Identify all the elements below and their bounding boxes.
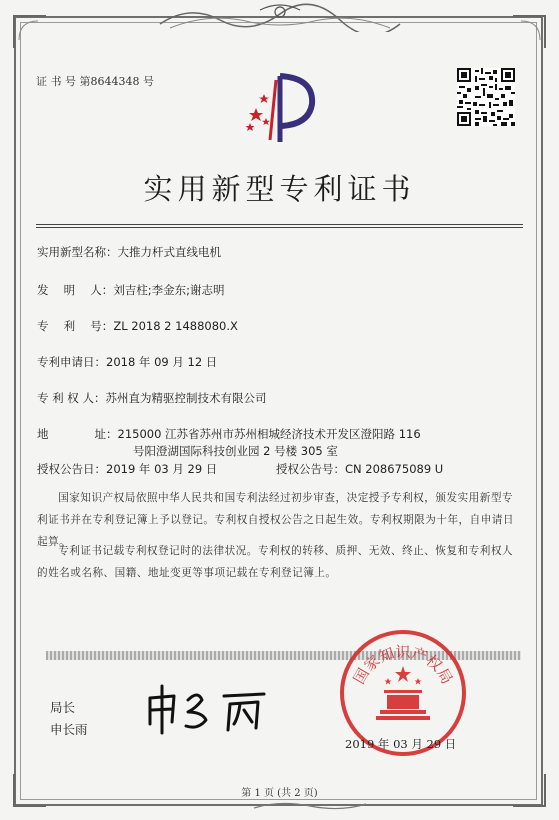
- director-name: 申长雨: [50, 722, 88, 737]
- seal-text: 国家知识产权局: [349, 643, 457, 688]
- field-label: 授权公告号：: [276, 462, 345, 476]
- field-value: 2019 年 03 月 29 日: [106, 462, 218, 476]
- field-patentee: [37, 390, 266, 406]
- field-label: 实用新型名称：: [37, 245, 118, 259]
- field-name: [37, 244, 221, 260]
- certificate-number: 证 书 号 第8644348 号: [36, 75, 154, 88]
- field-label: 地 址：: [37, 427, 118, 441]
- field-label: 专 利 权 人：: [37, 391, 106, 405]
- legal-status-statement: 专利证书记载专利权登记时的法律状况。专利权的转移、质押、无效、终止、恢复和专利权人的姓名或名称、国籍、地址变更等事项记载在专利登记簿上。: [37, 545, 514, 579]
- field-label: 授权公告日：: [37, 462, 106, 476]
- page-number: 第 1 页 (共 2 页): [241, 788, 318, 799]
- bottom-ornament-icon: [250, 800, 370, 812]
- field-value: 2018 年 09 月 12 日: [106, 355, 218, 369]
- corner-ornament-icon: [10, 12, 50, 52]
- field-address: [37, 426, 421, 442]
- director-title: 局长: [50, 700, 76, 715]
- title-divider: [36, 224, 523, 225]
- address-line-2: 号阳澄湖国际科技创业园 2 号楼 305 室: [133, 444, 338, 458]
- field-value: 刘吉柱;李金东;谢志明: [113, 283, 225, 297]
- field-grant-no: [276, 461, 443, 477]
- grant-statement: 国家知识产权局依照中华人民共和国专利法经过初步审查，决定授予专利权，颁发实用新型专利证书并在专利登记簿上予以登记。专利权自授权公告之日起生效。专利权期限为十年，自申请日起算。: [37, 492, 515, 548]
- title-divider: [36, 227, 523, 228]
- corner-ornament-icon: [509, 12, 549, 52]
- field-value: CN 208675089 U: [345, 462, 444, 476]
- field-label: 专 利 号：: [37, 319, 114, 333]
- field-label: 发 明 人：: [37, 283, 114, 297]
- seal-date: 2019 年 03 月 29 日: [345, 737, 457, 751]
- field-value: ZL 2018 2 1488080.X: [113, 319, 238, 333]
- field-value: 215000 江苏省苏州市苏州相城经济技术开发区澄阳路 116: [117, 427, 421, 441]
- field-value: 苏州直为精驱控制技术有限公司: [105, 391, 267, 405]
- top-ornament-icon: [150, 2, 410, 32]
- field-grant-date: [37, 461, 217, 477]
- field-filing-date: [37, 354, 217, 370]
- cnipa-logo-icon: [236, 68, 326, 148]
- signature-icon: [140, 678, 280, 738]
- field-value: 大推力杆式直线电机: [117, 245, 221, 259]
- qr-code-icon: [457, 68, 515, 126]
- field-patent-no: [37, 318, 238, 334]
- certificate-title: 实用新型专利证书: [143, 172, 416, 206]
- field-label: 专利申请日：: [37, 355, 106, 369]
- field-inventor: [37, 282, 225, 298]
